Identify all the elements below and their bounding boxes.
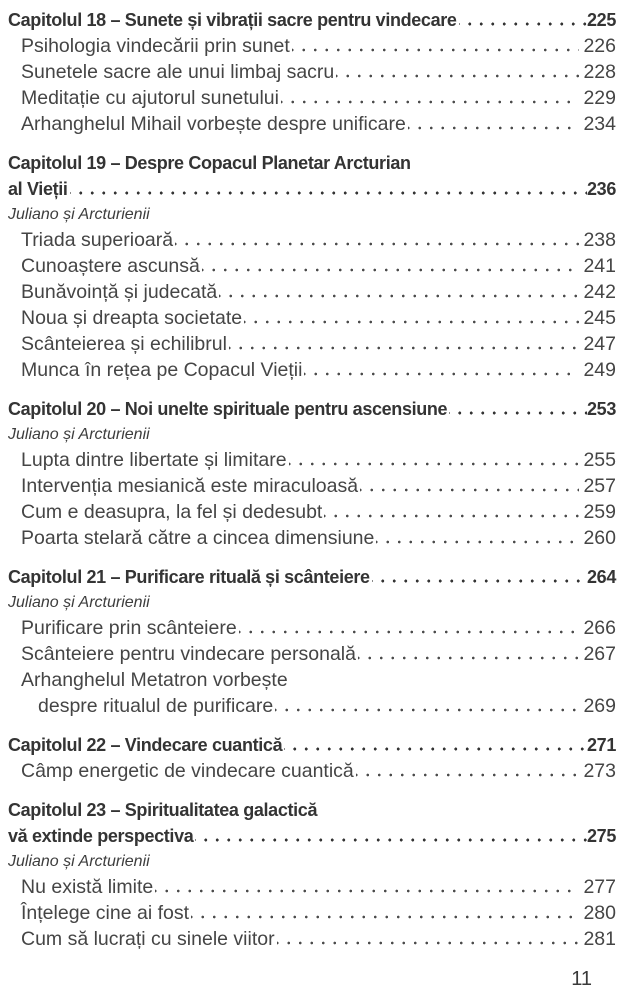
author-subtitle: Juliano și Arcturienii <box>8 426 150 443</box>
chapter-heading-line <box>8 176 616 202</box>
dot-leader <box>360 473 579 499</box>
page-ref: 236 <box>587 179 616 199</box>
page-ref: 269 <box>583 695 616 717</box>
dot-leader <box>219 279 579 305</box>
page-ref: 249 <box>583 359 616 381</box>
toc-item-title: Meditație cu ajutorul sunetului <box>21 87 279 109</box>
toc-item-title: Scânteierea și echilibrul <box>21 333 227 355</box>
dot-leader <box>229 331 580 357</box>
toc-item <box>8 85 616 111</box>
toc <box>8 7 616 952</box>
page-ref: 247 <box>583 333 616 355</box>
dot-leader <box>281 85 579 111</box>
toc-item <box>8 758 616 784</box>
chapter-title-continuation: vă extinde perspectiva <box>8 826 194 846</box>
chapter-title: Capitolul 23 – Spiritualitatea galactică <box>8 800 318 820</box>
page-ref: 257 <box>583 475 616 497</box>
dot-leader <box>304 357 579 383</box>
toc-item <box>8 331 616 357</box>
toc-item <box>8 111 616 137</box>
chapter-heading-line <box>8 150 616 176</box>
page-ref: 225 <box>587 10 616 30</box>
page-ref: 264 <box>587 567 616 587</box>
chapter-title: Capitolul 19 – Despre Copacul Planetar Arcturian <box>8 153 411 173</box>
toc-item-title: Bunăvoință și judecată <box>21 281 218 303</box>
toc-item <box>8 473 616 499</box>
toc-item-title: Cunoaștere ascunsă <box>21 255 200 277</box>
dot-leader <box>191 900 579 926</box>
author-subtitle-row <box>8 849 616 874</box>
toc-item <box>8 525 616 551</box>
page-ref: 255 <box>583 449 616 471</box>
author-subtitle: Juliano și Arcturienii <box>8 594 150 611</box>
toc-item-title: Psihologia vindecării prin sunet <box>21 35 290 57</box>
author-subtitle: Juliano și Arcturienii <box>8 206 150 223</box>
author-subtitle: Juliano și Arcturienii <box>8 853 150 870</box>
toc-item-title: Intervenția mesianică este miraculoasă <box>21 475 359 497</box>
dot-leader <box>336 59 579 85</box>
chapter-section <box>8 150 616 383</box>
toc-item-title-continuation: despre ritualul de purificare <box>38 695 274 717</box>
toc-item-title: Cum să lucrați cu sinele viitor <box>21 928 275 950</box>
toc-item-title: Scânteiere pentru vindecare personală <box>21 643 356 665</box>
author-subtitle-row <box>8 590 616 615</box>
toc-item-title: Lupta dintre libertate și limitare <box>21 449 287 471</box>
toc-item-continuation <box>8 693 616 719</box>
toc-item <box>8 253 616 279</box>
page-ref: 273 <box>583 760 616 782</box>
page-ref: 238 <box>583 229 616 251</box>
page-ref: 226 <box>583 35 616 57</box>
page-ref: 245 <box>583 307 616 329</box>
toc-item-title: Cum e deasupra, la fel și dedesubt <box>21 501 323 523</box>
page-ref: 242 <box>583 281 616 303</box>
folio-page-number: 11 <box>571 968 592 990</box>
chapter-section <box>8 564 616 719</box>
toc-item-title: Noua și dreapta societate <box>21 307 243 329</box>
chapter-title-continuation: al Vieții <box>8 179 68 199</box>
toc-item <box>8 667 616 693</box>
toc-item <box>8 615 616 641</box>
page-ref: 234 <box>583 113 616 135</box>
toc-item <box>8 305 616 331</box>
page-ref: 260 <box>583 527 616 549</box>
toc-item <box>8 59 616 85</box>
toc-item <box>8 874 616 900</box>
dot-leader <box>292 33 580 59</box>
toc-item-title: Sunetele sacre ale unui limbaj sacru <box>21 61 335 83</box>
chapter-section <box>8 7 616 137</box>
chapter-heading-line <box>8 732 616 758</box>
toc-item-title: Poarta stelară către a cincea dimensiune <box>21 527 375 549</box>
toc-item <box>8 926 616 952</box>
dot-leader <box>195 823 587 849</box>
dot-leader <box>284 732 587 758</box>
page-ref: 259 <box>583 501 616 523</box>
toc-item <box>8 357 616 383</box>
toc-item <box>8 33 616 59</box>
page-ref: 253 <box>587 399 616 419</box>
dot-leader <box>408 111 580 137</box>
dot-leader <box>372 564 587 590</box>
dot-leader <box>358 641 579 667</box>
page-ref: 281 <box>583 928 616 950</box>
chapter-heading-line <box>8 797 616 823</box>
toc-item-title: Purificare prin scânteiere <box>21 617 237 639</box>
chapter-heading-line <box>8 396 616 422</box>
page-ref: 277 <box>583 876 616 898</box>
toc-item-title: Arhanghelul Mihail vorbește despre unificare <box>21 113 406 135</box>
toc-item <box>8 447 616 473</box>
page-ref: 228 <box>583 61 616 83</box>
toc-item-title: Câmp energetic de vindecare cuantică <box>21 760 354 782</box>
page-ref: 241 <box>583 255 616 277</box>
dot-leader <box>175 227 579 253</box>
chapter-title: Capitolul 22 – Vindecare cuantică <box>8 735 283 755</box>
page-ref: 275 <box>587 826 616 846</box>
page-ref: 267 <box>583 643 616 665</box>
dot-leader <box>70 176 587 202</box>
chapter-title: Capitolul 20 – Noi unelte spirituale pentru ascensiune <box>8 399 448 419</box>
chapter-section <box>8 797 616 952</box>
dot-leader <box>356 758 580 784</box>
toc-item <box>8 499 616 525</box>
dot-leader <box>324 499 579 525</box>
dot-leader <box>277 926 580 952</box>
page-ref: 229 <box>583 87 616 109</box>
dot-leader <box>376 525 579 551</box>
chapter-title: Capitolul 21 – Purificare rituală și scânteiere <box>8 567 370 587</box>
chapter-heading-line <box>8 564 616 590</box>
toc-item-title: Înțelege cine ai fost <box>21 902 190 924</box>
toc-item <box>8 227 616 253</box>
dot-leader <box>239 615 580 641</box>
toc-item <box>8 900 616 926</box>
dot-leader <box>275 693 579 719</box>
dot-leader <box>289 447 580 473</box>
toc-item <box>8 641 616 667</box>
toc-item-title: Munca în rețea pe Copacul Vieții <box>21 359 303 381</box>
author-subtitle-row <box>8 422 616 447</box>
chapter-section <box>8 732 616 784</box>
dot-leader <box>459 7 587 33</box>
chapter-heading-line <box>8 823 616 849</box>
dot-leader <box>155 874 579 900</box>
author-subtitle-row <box>8 202 616 227</box>
dot-leader <box>244 305 579 331</box>
chapter-section <box>8 396 616 551</box>
toc-item-title: Nu există limite <box>21 876 154 898</box>
page-ref: 280 <box>583 902 616 924</box>
chapter-title: Capitolul 18 – Sunete și vibrații sacre pentru vindecare <box>8 10 457 30</box>
page-ref: 271 <box>587 735 616 755</box>
toc-item <box>8 279 616 305</box>
dot-leader <box>202 253 580 279</box>
toc-item-title: Arhanghelul Metatron vorbește <box>21 669 288 691</box>
page-ref: 266 <box>583 617 616 639</box>
chapter-heading-line <box>8 7 616 33</box>
toc-item-title: Triada superioară <box>21 229 174 251</box>
dot-leader <box>449 396 587 422</box>
